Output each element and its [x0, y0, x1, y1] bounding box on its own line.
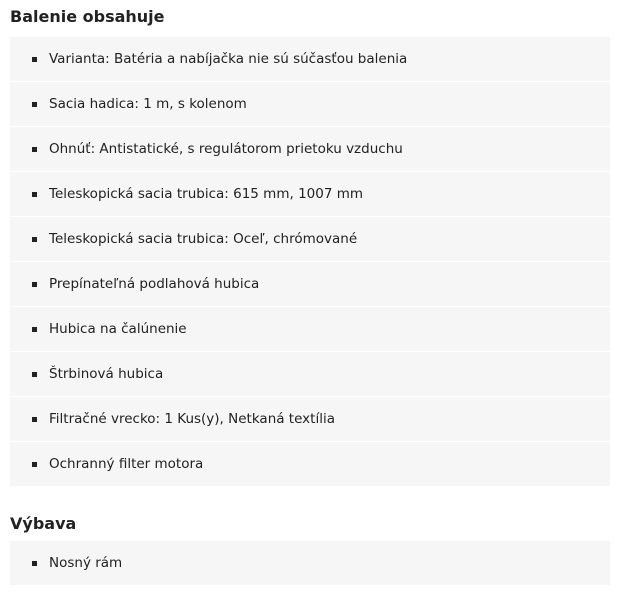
- bullet-icon: [32, 57, 37, 62]
- list-item: [10, 442, 610, 487]
- bullet-icon: [32, 561, 37, 566]
- list-item-text: Prepínateľná podlahová hubica: [49, 276, 260, 292]
- bullet-icon: [32, 192, 37, 197]
- bullet-icon: [32, 417, 37, 422]
- bullet-icon: [32, 327, 37, 332]
- list-item-text: Nosný rám: [49, 555, 123, 571]
- list-item-text: Varianta: Batéria a nabíjačka nie sú súčasťou balenia: [49, 51, 408, 67]
- list-item: [10, 127, 610, 172]
- bullet-icon: [32, 282, 37, 287]
- list-item-text: Teleskopická sacia trubica: 615 mm, 1007 mm: [49, 186, 364, 202]
- list-item: [10, 172, 610, 217]
- section-title: Výbava: [10, 514, 77, 533]
- bullet-icon: [32, 462, 37, 467]
- list-item: [10, 397, 610, 442]
- list-item-text: Filtračné vrecko: 1 Kus(y), Netkaná textília: [49, 411, 335, 427]
- section-balenie-obsahuje: [10, 6, 610, 487]
- list-item-text: Hubica na čalúnenie: [49, 321, 187, 337]
- list-item: [10, 352, 610, 397]
- equipment-list: [10, 541, 610, 586]
- bullet-icon: [32, 372, 37, 377]
- list-item: [10, 217, 610, 262]
- section-title: Balenie obsahuje: [10, 7, 165, 26]
- list-item: [10, 262, 610, 307]
- bullet-icon: [32, 102, 37, 107]
- bullet-icon: [32, 237, 37, 242]
- bullet-icon: [32, 147, 37, 152]
- section-vybava: [10, 513, 610, 586]
- list-item-text: Sacia hadica: 1 m, s kolenom: [49, 96, 247, 112]
- list-item: [10, 37, 610, 82]
- list-item-text: Ochranný filter motora: [49, 456, 204, 472]
- list-item: [10, 307, 610, 352]
- list-item: [10, 541, 610, 586]
- package-contents-list: [10, 37, 610, 487]
- list-item: [10, 82, 610, 127]
- list-item-text: Teleskopická sacia trubica: Oceľ, chrómované: [49, 231, 358, 247]
- list-item-text: Štrbinová hubica: [49, 366, 164, 382]
- list-item-text: Ohnúť: Antistatické, s regulátorom prietoku vzduchu: [49, 141, 403, 157]
